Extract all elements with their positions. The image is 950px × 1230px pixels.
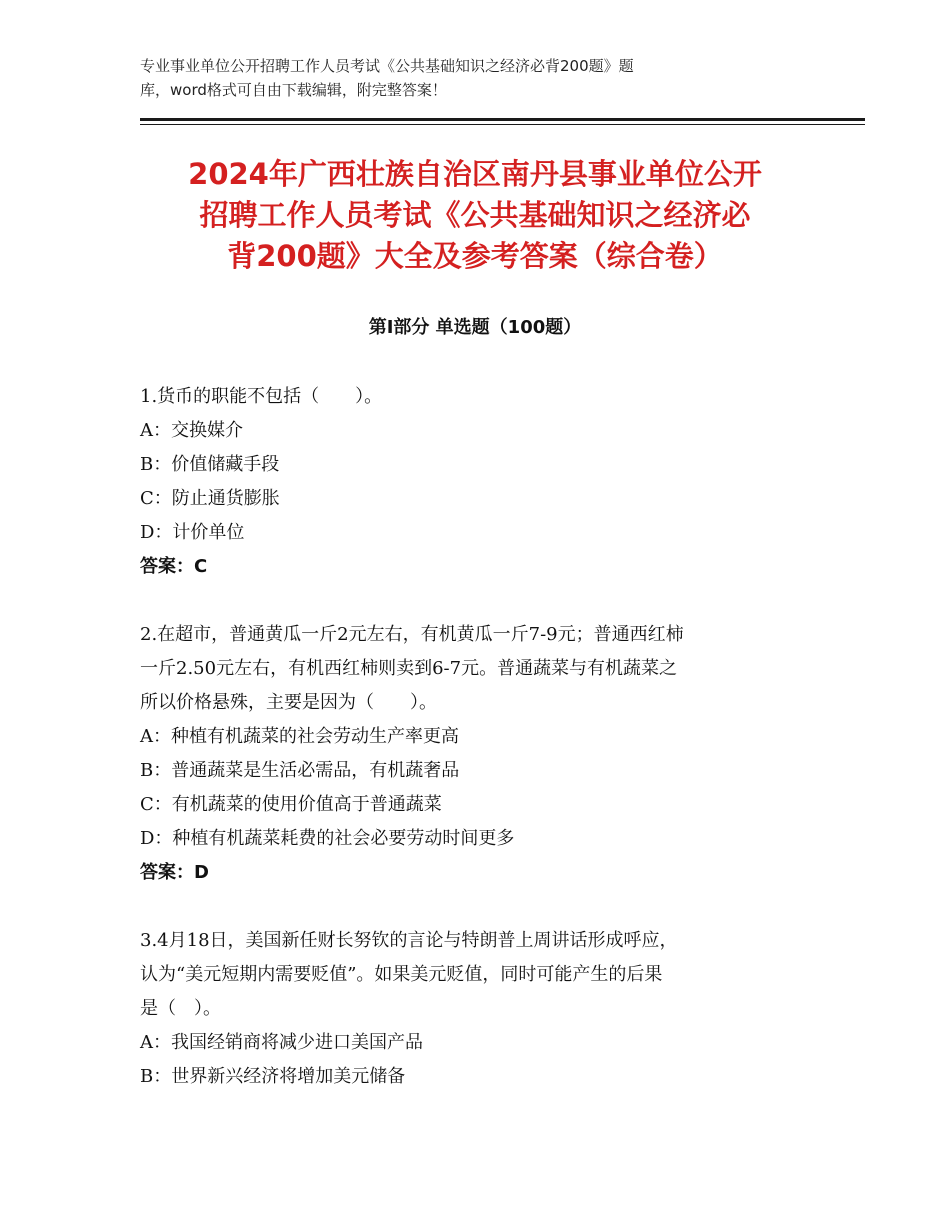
question-list — [140, 380, 820, 1128]
question-1 — [140, 380, 820, 584]
option-a: A：种植有机蔬菜的社会劳动生产率更高 — [140, 726, 459, 747]
document-title: 2024年广西壮族自治区南丹县事业单位公开 招聘工作人员考试《公共基础知识之经济必 背200题》大全及参考答案（综合卷） — [188, 157, 762, 273]
question-2 — [140, 618, 820, 890]
option-b: B：世界新兴经济将增加美元储备 — [140, 1066, 406, 1087]
option-d: D：种植有机蔬菜耗费的社会必要劳动时间更多 — [140, 828, 515, 849]
section-title: 第Ⅰ部分 单选题（100题） — [368, 317, 582, 338]
option-c: C：有机蔬菜的使用价值高于普通蔬菜 — [140, 794, 442, 815]
question-stem: 3.4月18日，美国新任财长努钦的言论与特朗普上周讲话形成呼应， 认为“美元短期内需要贬值”。如果美元贬值，同时可能产生的后果 是（ ）。 — [140, 930, 678, 1019]
question-stem: 2.在超市，普通黄瓜一斤2元左右，有机黄瓜一斤7-9元；普通西红柿 一斤2.50元左右，有机西红柿则卖到6-7元。普通蔬菜与有机蔬菜之 所以价格悬殊，主要是因为（ ）。 — [140, 624, 684, 713]
option-b: B：普通蔬菜是生活必需品，有机蔬奢品 — [140, 760, 460, 781]
question-3 — [140, 924, 820, 1094]
option-b: B：价值储藏手段 — [140, 454, 280, 475]
header-note: 专业事业单位公开招聘工作人员考试《公共基础知识之经济必背200题》题 库，word格式可自由下载编辑，附完整答案！ — [140, 57, 634, 99]
option-c: C：防止通货膨胀 — [140, 488, 280, 509]
header-divider-thick — [140, 118, 865, 121]
option-a: A：我国经销商将减少进口美国产品 — [140, 1032, 423, 1053]
answer: 答案：D — [140, 862, 209, 883]
answer: 答案：C — [140, 556, 208, 577]
header-divider-thin — [140, 124, 865, 125]
question-stem: 1.货币的职能不包括（ ）。 — [140, 386, 383, 407]
option-d: D：计价单位 — [140, 522, 245, 543]
option-a: A：交换媒介 — [140, 420, 243, 441]
